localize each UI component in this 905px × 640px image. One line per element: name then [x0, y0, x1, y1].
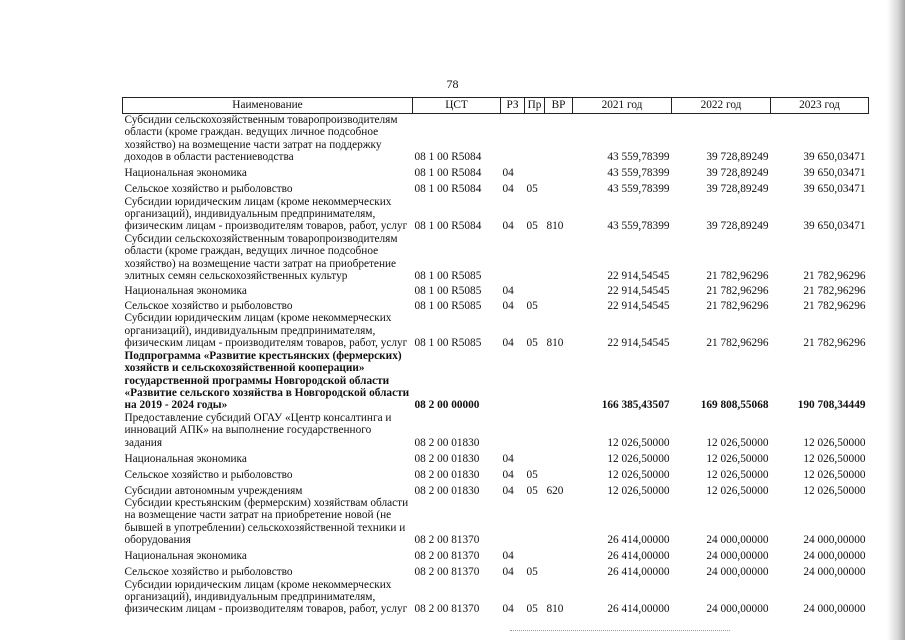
cell-rz: 04	[502, 603, 514, 616]
scan-artifact	[510, 630, 730, 635]
cell-2022: 39 728,89249	[706, 167, 769, 180]
cell-vr	[545, 350, 573, 412]
cell-rz	[501, 350, 525, 412]
cell-vr: 620	[546, 484, 564, 497]
cell-2023: 39 650,03471	[803, 167, 866, 180]
cell-cst: 08 2 00 01830	[414, 436, 480, 449]
cell-2021: 22 914,54545	[607, 270, 670, 283]
cell-cst: 08 2 00 81370	[414, 534, 480, 547]
cell-2021: 26 414,00000	[607, 534, 670, 547]
cell-vr	[545, 233, 573, 283]
cell-pr	[525, 164, 545, 180]
table-row	[123, 282, 869, 297]
cell-pr: 05	[526, 566, 538, 579]
cell-2021: 43 559,78399	[607, 183, 670, 196]
cell-2022: 24 000,00000	[706, 603, 769, 616]
cell-name: Субсидии сельскохозяйственным товаропроизводителям области (кроме граждан, ведущих личное подсобное хозяйство) на возмещение части затрат на приобретение элитных семян сельскохозяйственных культур	[124, 232, 398, 283]
cell-vr	[545, 297, 573, 312]
cell-2023: 21 782,96296	[803, 285, 866, 298]
cell-2021: 43 559,78399	[607, 167, 670, 180]
cell-2022: 12 026,50000	[706, 484, 769, 497]
cell-2021: 12 026,50000	[607, 452, 670, 465]
table-row	[123, 481, 869, 497]
cell-cst: 08 1 00 R5084	[414, 183, 482, 196]
table-row	[123, 547, 869, 563]
cell-2022: 39 728,89249	[706, 151, 769, 164]
cell-rz: 04	[502, 484, 514, 497]
cell-vr	[545, 497, 573, 547]
cell-rz	[501, 114, 525, 164]
cell-2021: 12 026,50000	[607, 468, 670, 481]
cell-pr	[525, 547, 545, 563]
cell-2022: 39 728,89249	[706, 220, 769, 233]
table-row	[123, 412, 869, 449]
cell-pr: 05	[526, 603, 538, 616]
table-row	[123, 449, 869, 465]
header-pr: Пр	[525, 98, 545, 114]
cell-pr: 05	[526, 337, 538, 350]
cell-name: Национальная экономика	[124, 285, 247, 298]
cell-pr	[525, 412, 545, 449]
cell-rz: 04	[502, 167, 514, 180]
cell-name: Субсидии автономным учреждениям	[124, 484, 303, 497]
cell-2023: 190 708,34449	[797, 399, 866, 412]
cell-2023: 39 650,03471	[803, 220, 866, 233]
cell-2023: 21 782,96296	[803, 300, 866, 313]
cell-2023: 12 026,50000	[803, 484, 866, 497]
cell-rz: 04	[502, 183, 514, 196]
cell-2021: 22 914,54545	[607, 285, 670, 298]
cell-rz	[501, 412, 525, 449]
cell-cst: 08 1 00 R5084	[414, 220, 482, 233]
cell-2022: 21 782,96296	[706, 285, 769, 298]
header-2022: 2022 год	[672, 98, 771, 114]
header-rz: РЗ	[501, 98, 525, 114]
table-row	[123, 465, 869, 481]
table-row	[123, 297, 869, 312]
cell-name: Субсидии юридическим лицам (кроме некоммерческих организаций), индивидуальным предпринимателям, физическим лицам - производителям товаров, работ, услуг	[124, 578, 408, 616]
cell-vr: 810	[546, 337, 564, 350]
cell-2022: 12 026,50000	[706, 436, 769, 449]
table-row	[123, 114, 869, 164]
cell-rz: 04	[502, 468, 514, 481]
cell-2022: 24 000,00000	[706, 534, 769, 547]
cell-vr	[545, 547, 573, 563]
table-row	[123, 312, 869, 349]
header-name: Наименование	[123, 98, 413, 114]
cell-2023: 12 026,50000	[803, 452, 866, 465]
cell-2022: 21 782,96296	[706, 270, 769, 283]
cell-2022: 21 782,96296	[706, 337, 769, 350]
cell-rz: 04	[502, 300, 514, 313]
cell-vr	[545, 180, 573, 196]
cell-2023: 12 026,50000	[803, 468, 866, 481]
cell-cst: 08 1 00 R5085	[414, 285, 482, 298]
cell-2023: 21 782,96296	[803, 337, 866, 350]
cell-cst: 08 1 00 R5085	[414, 337, 482, 350]
cell-cst: 08 1 00 R5085	[414, 300, 482, 313]
cell-vr: 810	[546, 220, 564, 233]
cell-name: Сельское хозяйство и рыболовство	[124, 183, 293, 196]
cell-2021: 43 559,78399	[607, 220, 670, 233]
cell-2023: 24 000,00000	[803, 534, 866, 547]
table-row	[123, 497, 869, 547]
cell-pr	[525, 497, 545, 547]
cell-vr	[545, 282, 573, 297]
cell-2021: 22 914,54545	[607, 337, 670, 350]
cell-rz: 04	[502, 220, 514, 233]
budget-table	[122, 97, 869, 616]
cell-vr	[545, 164, 573, 180]
header-vr: ВР	[545, 98, 573, 114]
cell-rz	[501, 233, 525, 283]
cell-name: Предоставление субсидий ОГАУ «Центр консалтинга и инноваций АПК» на выполнение государственного задания	[124, 411, 392, 449]
cell-cst: 08 2 00 01830	[414, 468, 480, 481]
cell-pr: 05	[526, 484, 538, 497]
cell-2022: 39 728,89249	[706, 183, 769, 196]
cell-2021: 12 026,50000	[607, 484, 670, 497]
cell-cst: 08 2 00 81370	[414, 550, 480, 563]
cell-2022: 169 808,55068	[700, 399, 769, 412]
cell-name: Национальная экономика	[124, 167, 247, 180]
table-row	[123, 164, 869, 180]
cell-2023: 24 000,00000	[803, 566, 866, 579]
page-number: 78	[446, 77, 459, 91]
header-cst: ЦСТ	[413, 98, 501, 114]
cell-cst: 08 2 00 81370	[414, 566, 480, 579]
cell-vr	[545, 412, 573, 449]
cell-2022: 24 000,00000	[706, 550, 769, 563]
cell-cst: 08 2 00 01830	[414, 484, 480, 497]
table-row	[123, 563, 869, 579]
cell-cst: 08 1 00 R5085	[414, 270, 482, 283]
cell-pr	[525, 449, 545, 465]
cell-2021: 166 385,43507	[601, 399, 670, 412]
scan-edge-shadow	[887, 0, 905, 640]
cell-2023: 12 026,50000	[803, 436, 866, 449]
cell-pr	[525, 114, 545, 164]
cell-rz: 04	[502, 550, 514, 563]
header-2021: 2021 год	[573, 98, 672, 114]
cell-name: Субсидии юридическим лицам (кроме некоммерческих организаций), индивидуальным предпринимателям, физическим лицам - производителям товаров, работ, услуг	[124, 195, 408, 233]
cell-name: Сельское хозяйство и рыболовство	[124, 300, 293, 313]
cell-name: Национальная экономика	[124, 550, 247, 563]
cell-2021: 26 414,00000	[607, 603, 670, 616]
cell-pr	[525, 282, 545, 297]
cell-name: Национальная экономика	[124, 452, 247, 465]
cell-2023: 39 650,03471	[803, 183, 866, 196]
cell-cst: 08 2 00 01830	[414, 452, 480, 465]
cell-2023: 21 782,96296	[803, 270, 866, 283]
cell-2022: 21 782,96296	[706, 300, 769, 313]
cell-pr	[525, 350, 545, 412]
cell-name: Субсидии сельскохозяйственным товаропроизводителям области (кроме граждан. ведущих личное подсобное хозяйство) на возмещение части затрат на поддержку доходов в области растениеводства	[124, 114, 398, 164]
cell-2022: 12 026,50000	[706, 452, 769, 465]
cell-2021: 26 414,00000	[607, 566, 670, 579]
cell-cst: 08 1 00 R5084	[414, 167, 482, 180]
table-row	[123, 350, 869, 412]
cell-2022: 24 000,00000	[706, 566, 769, 579]
cell-rz: 04	[502, 452, 514, 465]
cell-2022: 12 026,50000	[706, 468, 769, 481]
cell-name: Сельское хозяйство и рыболовство	[124, 566, 293, 579]
cell-cst: 08 2 00 81370	[414, 603, 480, 616]
cell-vr	[545, 465, 573, 481]
cell-rz: 04	[502, 285, 514, 298]
cell-2021: 12 026,50000	[607, 436, 670, 449]
cell-2021: 22 914,54545	[607, 300, 670, 313]
table-row	[123, 180, 869, 196]
cell-rz: 04	[502, 566, 514, 579]
table-row	[123, 196, 869, 233]
cell-name: Сельское хозяйство и рыболовство	[124, 468, 293, 481]
cell-cst: 08 2 00 00000	[414, 399, 480, 412]
cell-name: Субсидии юридическим лицам (кроме некоммерческих организаций), индивидуальным предпринимателям, физическим лицам - производителям товаров, работ, услуг	[124, 312, 408, 350]
header-2023: 2023 год	[771, 98, 869, 114]
cell-name: Подпрограмма «Развитие крестьянских (фермерских) хозяйств и сельскохозяйственной кооперации» государственной программы Новгородской области «Развитие сельского хозяйства в Новгородской области на 2019 - 2024 годы»	[124, 349, 410, 412]
cell-2023: 24 000,00000	[803, 603, 866, 616]
cell-2023: 24 000,00000	[803, 550, 866, 563]
cell-pr: 05	[526, 220, 538, 233]
cell-pr: 05	[526, 468, 538, 481]
cell-name: Субсидии крестьянским (фермерским) хозяйствам области на возмещение части затрат на приобретение новой (не бывшей в употреблении) сельскохозяйственной техники и оборудования	[124, 496, 409, 547]
cell-vr: 810	[546, 603, 564, 616]
table-row	[123, 233, 869, 283]
table-header-row	[123, 98, 869, 114]
cell-pr	[525, 233, 545, 283]
cell-cst: 08 1 00 R5084	[414, 151, 482, 164]
cell-2021: 43 559,78399	[607, 151, 670, 164]
table-row	[123, 579, 869, 616]
cell-vr	[545, 563, 573, 579]
cell-2021: 26 414,00000	[607, 550, 670, 563]
cell-pr: 05	[526, 300, 538, 313]
cell-rz	[501, 497, 525, 547]
cell-2023: 39 650,03471	[803, 151, 866, 164]
cell-vr	[545, 449, 573, 465]
cell-vr	[545, 114, 573, 164]
cell-pr: 05	[526, 183, 538, 196]
cell-rz: 04	[502, 337, 514, 350]
